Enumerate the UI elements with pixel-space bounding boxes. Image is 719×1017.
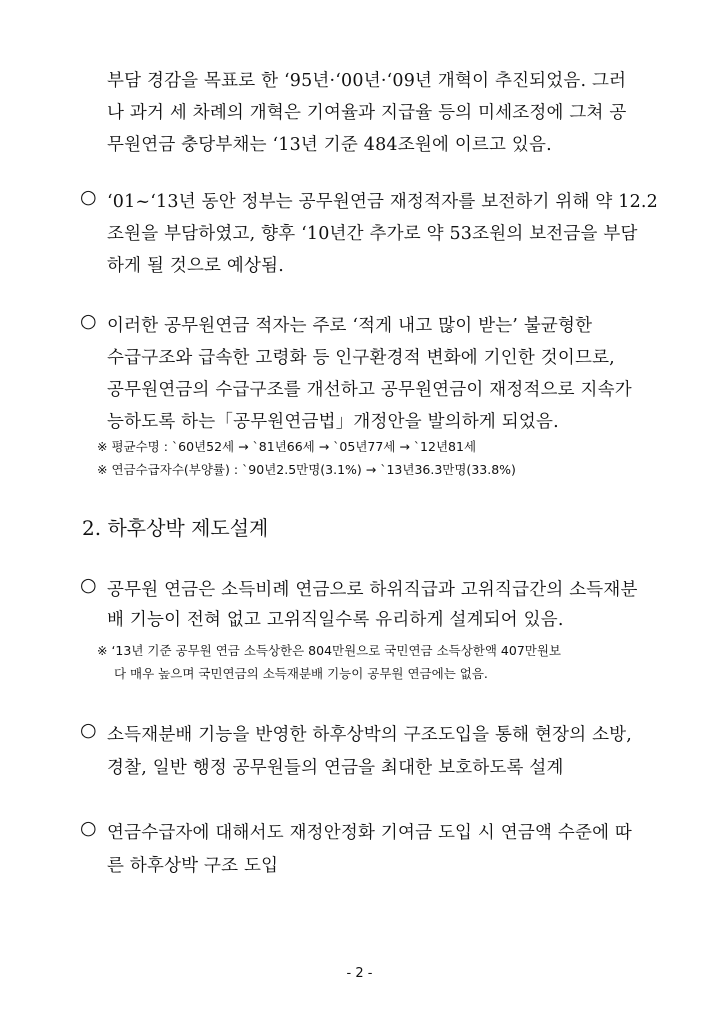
section2-bullet-1-line-2: 배 기능이 전혀 없고 고위직일수록 유리하게 설계되어 있음. [107,610,564,630]
section2-bullet-3-line-2: 른 하후상박 구조 도입 [107,856,279,876]
bullet-1-line-3: 하게 될 것으로 예상됨. [107,256,284,276]
section2-bullet-1-note-1: ※ ‘13년 기준 공무원 연금 소득상한은 804만원으로 국민연금 소득상한액 407만원보 [97,643,562,658]
bullet-2-line-2: 수급구조와 급속한 고령화 등 인구환경적 변화에 기인한 것이므로, [107,348,615,368]
section2-bullet-2-line-1: 소득재분배 기능을 반영한 하후상박의 구조도입을 통해 현장의 소방, [107,725,633,745]
bullet-2-note-2: ※ 연금수급자수(부양률) : `90년2.5만명(3.1%) → `13년36.3만명(33.8%) [97,462,516,477]
bullet-2-line-1: 이러한 공무원연금 적자는 주로 ‘적게 내고 많이 받는’ 불균형한 [107,316,593,336]
intro-line-2: 나 과거 세 차례의 개혁은 기여율과 지급율 등의 미세조정에 그쳐 공 [107,103,627,123]
page-number: - 2 - [346,966,373,981]
bullet-2-line-3: 공무원연금의 수급구조를 개선하고 공무원연금이 재정적으로 지속가 [107,380,632,400]
intro-line-1: 부담 경감을 목표로 한 ‘95년·‘00년·‘09년 개혁이 추진되었음. 그러 [107,71,627,91]
section2-bullet-3-line-1: 연금수급자에 대해서도 재정안정화 기여금 도입 시 연금액 수준에 따 [107,823,633,843]
section-heading: 2. 하후상박 제도설계 [82,516,269,540]
bullet-symbol: ○ [80,186,97,208]
section2-bullet-1-line-1: 공무원 연금은 소득비례 연금으로 하위직급과 고위직급간의 소득재분 [107,580,638,600]
bullet-symbol: ○ [80,817,97,839]
section2-bullet-2-line-2: 경찰, 일반 행정 공무원들의 연금을 최대한 보호하도록 설계 [107,758,564,778]
bullet-2-line-4: 능하도록 하는「공무원연금법」개정안을 발의하게 되었음. [107,412,559,432]
bullet-1-line-1: ‘01~‘13년 동안 정부는 공무원연금 재정적자를 보전하기 위해 약 12.2 [107,192,659,212]
bullet-2-note-1: ※ 평균수명 : `60년52세 → `81년66세 → `05년77세 → `12년81세 [97,439,477,454]
bullet-1-line-2: 조원을 부담하였고, 향후 ‘10년간 추가로 약 53조원의 보전금을 부담 [107,224,638,244]
bullet-symbol: ○ [80,719,97,741]
bullet-symbol: ○ [80,310,97,332]
bullet-symbol: ○ [80,574,97,596]
intro-line-3: 무원연금 충당부채는 ‘13년 기준 484조원에 이르고 있음. [107,135,552,155]
section2-bullet-1-note-2: 다 매우 높으며 국민연금의 소득재분배 기능이 공무원 연금에는 없음. [114,666,488,681]
